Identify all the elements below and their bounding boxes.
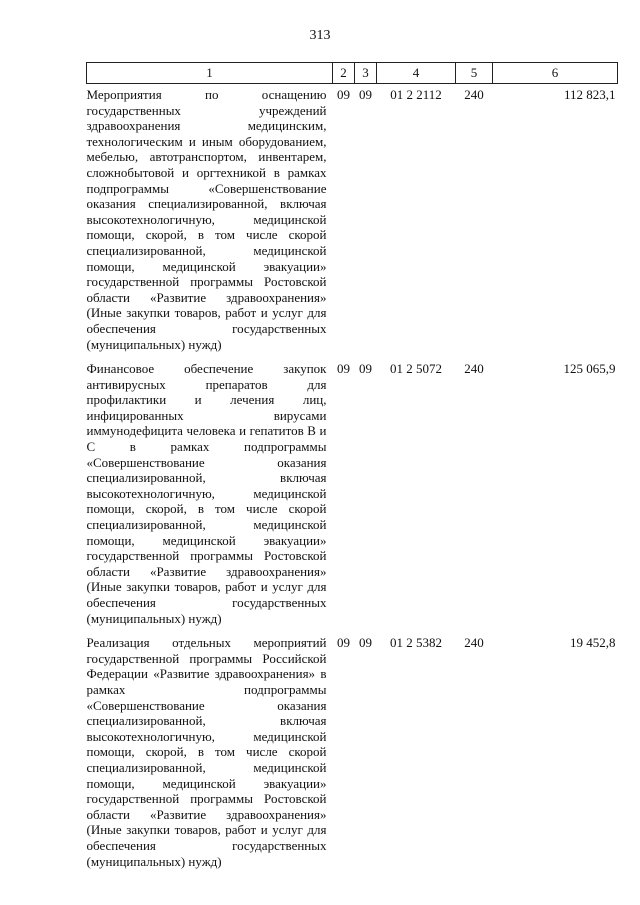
row-section-code: 09 — [337, 361, 350, 377]
column-header-5: 5 — [456, 63, 493, 84]
column-header-2: 2 — [333, 63, 355, 84]
page-number: 313 — [309, 28, 331, 43]
row-description: Мероприятия по оснащению государственных учреждений здравоохранения медицинским, технологическим и иным оборудованием, мебелью, автотранспортом, инвентарем, сложнобытовой и оргтехникой в рамках подпрограммы «Совершенствование оказания специализированной, включая высокотехнологичную, медицинской помощи, скорой, в том числе скорой специализированной, медицинской помощи, медицинской эвакуации» государственной программы Ростовской области «Развитие здравоохранения» (Иные закупки товаров, работ и услуг для обеспечения государственных (муниципальных) нужд) — [86, 87, 327, 352]
row-amount: 19 452,8 — [570, 635, 616, 651]
row-expense-type: 240 — [464, 635, 484, 651]
row-description: Реализация отдельных мероприятий государственной программы Российской Федерации «Развитие здравоохранения» в рамках подпрограммы «Совершенствование оказания специализированной, включая высокотехнологичную, медицинской помощи, скорой, в том числе скорой специализированной, медицинской помощи, медицинской эвакуации» государственной программы Ростовской области «Развитие здравоохранения» (Иные закупки товаров, работ и услуг для обеспечения государственных (муниципальных) нужд) — [86, 635, 327, 869]
column-header-1: 1 — [87, 63, 333, 84]
column-header-4: 4 — [377, 63, 456, 84]
table-row — [87, 84, 618, 362]
row-target-article: 01 2 5072 — [390, 361, 442, 377]
row-amount: 125 065,9 — [563, 361, 616, 377]
row-section-code: 09 — [337, 635, 350, 651]
row-subsection-code: 09 — [359, 361, 372, 377]
row-target-article: 01 2 2112 — [390, 87, 442, 102]
table-header-row — [87, 63, 618, 84]
row-section-code: 09 — [337, 87, 350, 102]
row-amount: 112 823,1 — [563, 87, 616, 102]
row-description: Финансовое обеспечение закупок антивирусных препаратов для профилактики и лечения лиц, инфицированных вирусами иммунодефицита человека и гепатитов B и C в рамках подпрограммы «Совершенствование оказания специализированной, включая высокотехнологичную, медицинской помощи, скорой, в том числе скорой специализированной, медицинской помощи, медицинской эвакуации» государственной программы Ростовской области «Развитие здравоохранения» (Иные закупки товаров, работ и услуг для обеспечения государственных (муниципальных) нужд) — [86, 361, 327, 626]
table-row — [87, 635, 618, 878]
row-expense-type: 240 — [464, 87, 484, 102]
table-row — [87, 361, 618, 635]
row-target-article: 01 2 5382 — [390, 635, 442, 651]
row-subsection-code: 09 — [359, 87, 372, 102]
row-expense-type: 240 — [464, 361, 484, 377]
row-subsection-code: 09 — [359, 635, 372, 651]
column-header-3: 3 — [355, 63, 377, 84]
column-header-6: 6 — [493, 63, 618, 84]
budget-table — [86, 62, 618, 878]
